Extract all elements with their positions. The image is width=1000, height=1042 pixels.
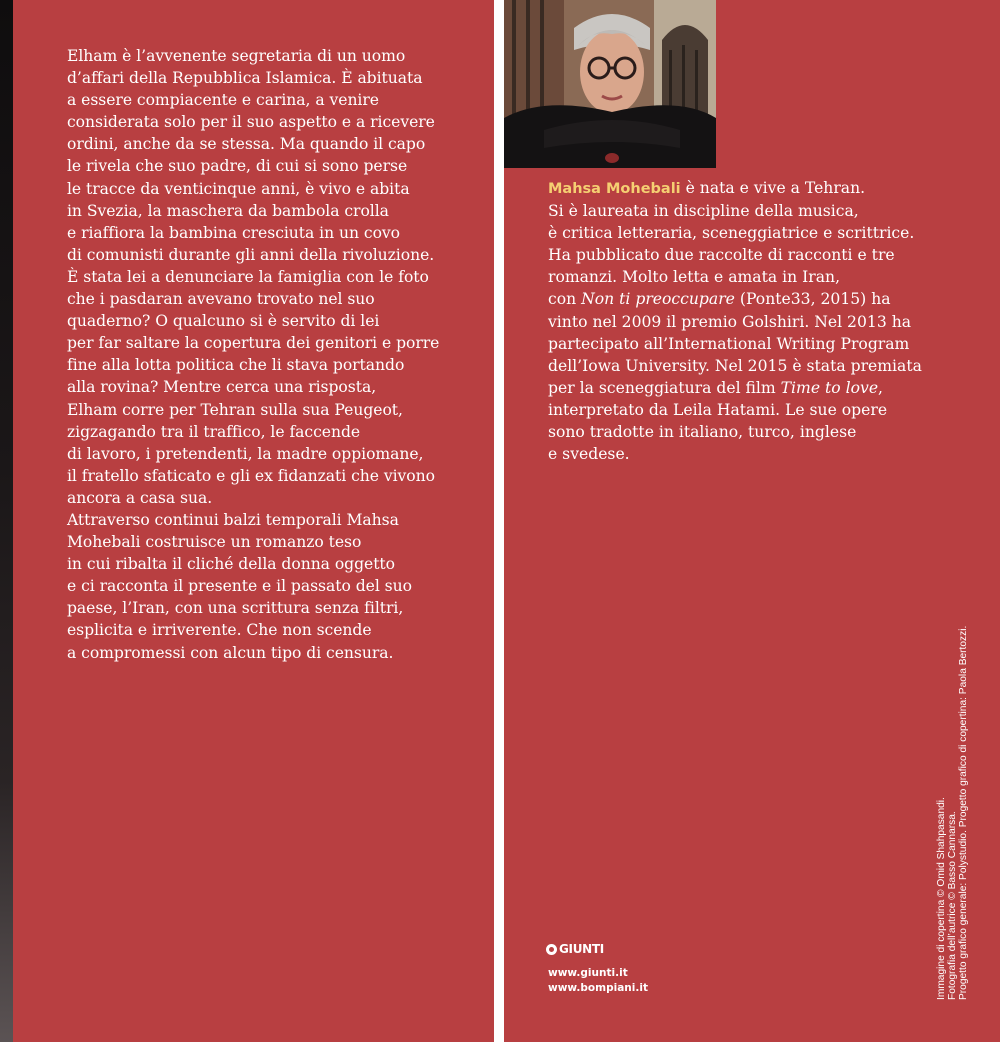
author-photo-illustration xyxy=(504,0,716,168)
author-bio xyxy=(548,177,988,465)
bio-line: Si è laureata in discipline della musica, xyxy=(548,202,859,221)
credit-line: Fotografia dell’autrice © Basso Cannarsa. xyxy=(947,811,958,1000)
blurb-paragraph-1 xyxy=(67,45,492,509)
blurb-line: paese, l’Iran, con una scrittura senza filtri, xyxy=(67,599,404,618)
bio-line: Ha pubblicato due raccolte di racconti e tre xyxy=(548,246,895,265)
bio-line: (Ponte33, 2015) ha xyxy=(734,290,891,309)
blurb-line: e riaffiora la bambina cresciuta in un covo xyxy=(67,223,401,242)
credit-line: Progetto grafico generale: Polystudio. Progetto grafico di copertina: Paola Bertozzi. xyxy=(958,625,969,1000)
publisher-urls xyxy=(548,966,648,996)
blurb-line: che i pasdaran avevano trovato nel suo xyxy=(67,290,375,309)
bio-line: partecipato all’International Writing Program xyxy=(548,334,910,353)
blurb-line: le rivela che suo padre, di cui si sono perse xyxy=(67,157,408,176)
blurb-line: ordini, anche da se stessa. Ma quando il capo xyxy=(67,135,426,154)
bio-line: per la sceneggiatura del film xyxy=(548,378,781,397)
publisher-logo-text: GIUNTI xyxy=(559,942,604,956)
bio-line: con xyxy=(548,290,582,309)
blurb-line: quaderno? O qualcuno si è servito di lei xyxy=(67,312,380,331)
blurb-line: ancora a casa sua. xyxy=(67,488,213,507)
blurb-line: e ci racconta il presente e il passato del suo xyxy=(67,577,412,596)
blurb-line: esplicita e irriverente. Che non scende xyxy=(67,621,372,640)
blurb-paragraph-2 xyxy=(67,509,492,664)
blurb-line: a compromessi con alcun tipo di censura. xyxy=(67,643,394,662)
blurb-line: Elham è l’avvenente segretaria di un uomo xyxy=(67,47,406,65)
blurb-line: per far saltare la copertura dei genitori e porre xyxy=(67,334,440,353)
blurb-line: d’affari della Repubblica Islamica. È abituata xyxy=(67,69,423,88)
blurb-line: in Svezia, la maschera da bambola crolla xyxy=(67,201,389,220)
credit-line: Immagine di copertina © Omid Shahpasandi. xyxy=(936,797,947,1000)
left-flap xyxy=(13,0,494,1042)
giunti-logo-icon xyxy=(546,944,557,955)
blurb-line: in cui ribalta il cliché della donna oggetto xyxy=(67,555,395,574)
blurb-line: a essere compiacente e carina, a venire xyxy=(67,91,379,110)
blurb-line: considerata solo per il suo aspetto e a ricevere xyxy=(67,113,435,132)
publisher-url-giunti: www.giunti.it xyxy=(548,967,628,979)
publisher-url-bompiani: www.bompiani.it xyxy=(548,982,648,994)
bio-line: romanzi. Molto letta e amata in Iran, xyxy=(548,268,841,287)
blurb-line: il fratello sfaticato e gli ex fidanzati che vivono xyxy=(67,466,435,485)
bio-line: è critica letteraria, sceneggiatrice e scrittrice. xyxy=(548,224,915,243)
book-blurb xyxy=(67,45,492,664)
blurb-line: le tracce da venticinque anni, è vivo e abita xyxy=(67,179,410,198)
blurb-line: Mohebali costruisce un romanzo teso xyxy=(67,533,362,552)
bio-line: vinto nel 2009 il premio Golshiri. Nel 2013 ha xyxy=(548,312,912,331)
blurb-line: Attraverso continui balzi temporali Mahsa xyxy=(67,510,399,529)
bio-line: e svedese. xyxy=(548,445,630,464)
blurb-line: alla rovina? Mentre cerca una risposta, xyxy=(67,378,377,397)
book-title: Non ti preoccupare xyxy=(581,290,735,309)
bio-line: , xyxy=(878,378,884,397)
blurb-line: Elham corre per Tehran sulla sua Peugeot, xyxy=(67,400,403,419)
author-name: Mahsa Mohebali xyxy=(548,181,681,197)
bio-line: interpretato da Leila Hatami. Le sue opere xyxy=(548,400,888,419)
film-title: Time to love xyxy=(780,378,879,397)
blurb-line: di lavoro, i pretendenti, la madre oppiomane, xyxy=(67,444,424,463)
blurb-line: di comunisti durante gli anni della rivoluzione. xyxy=(67,245,435,264)
cover-credits xyxy=(936,626,969,1000)
author-photo xyxy=(504,0,716,168)
blurb-line: zigzagando tra il traffico, le faccende xyxy=(67,422,361,441)
blurb-line: fine alla lotta politica che li stava portando xyxy=(67,356,405,375)
bio-line: dell’Iowa University. Nel 2015 è stata premiata xyxy=(548,356,922,375)
bio-line: è nata e vive a Tehran. xyxy=(680,179,866,197)
bio-line: sono tradotte in italiano, turco, inglese xyxy=(548,423,857,442)
front-cover-edge xyxy=(0,0,13,1042)
right-flap xyxy=(504,0,1000,1042)
publisher-logo xyxy=(546,942,604,956)
blurb-line: È stata lei a denunciare la famiglia con le foto xyxy=(67,267,429,286)
